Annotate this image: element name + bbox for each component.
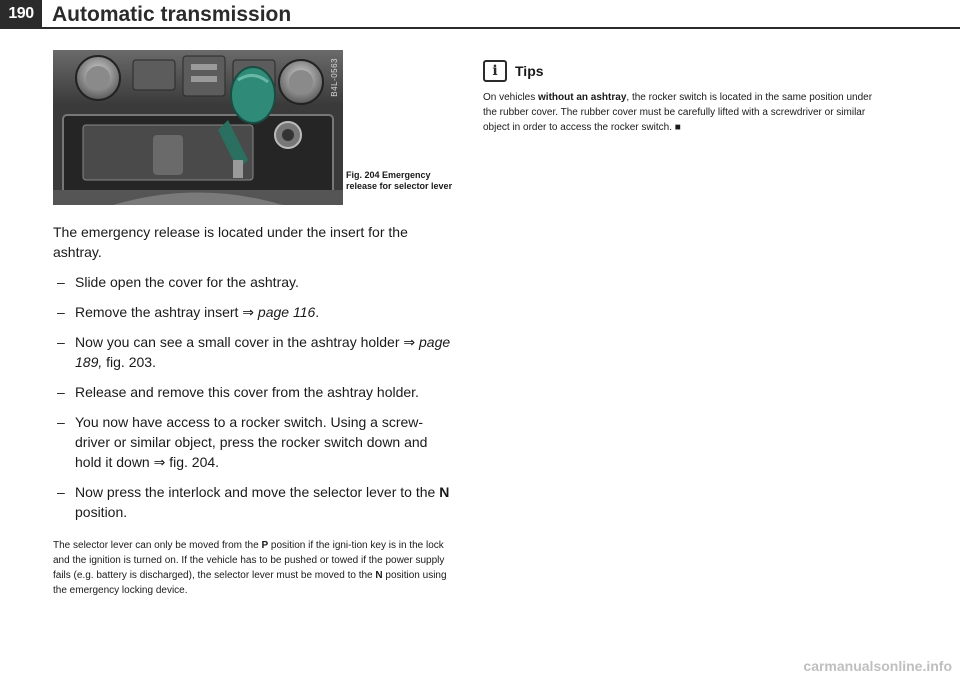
list-item <box>53 332 453 372</box>
dash-bullet: – <box>57 304 65 320</box>
tips-header <box>483 60 883 82</box>
step-text-end: fig. 203. <box>102 354 156 370</box>
list-item <box>53 382 453 402</box>
step-text: Now you can see a small cover in the ashtray holder <box>75 334 404 350</box>
step-text-end: . <box>315 304 320 320</box>
note-text: position if the igni-tion key is in the lock and the ignition is turned on. If the vehicle has to be pushed or towed if the power supply fails (e.g. battery is discharged), the selector lever must be moved to the <box>53 540 445 581</box>
dash-bullet: – <box>57 384 65 400</box>
step-text: Remove the ashtray insert <box>75 304 243 320</box>
step-text: Slide open the cover for the ashtray. <box>75 274 299 290</box>
dash-bullet: – <box>57 334 65 350</box>
intro-paragraph: The emergency release is located under the insert for the ashtray. <box>53 224 408 260</box>
tips-body <box>483 90 883 135</box>
figure-code: B4L-0563 <box>330 58 339 97</box>
list-item <box>53 412 453 472</box>
gear-position-p: P <box>261 540 269 551</box>
list-item <box>53 482 453 522</box>
dash-bullet: – <box>57 414 65 430</box>
info-icon: i <box>483 60 507 82</box>
step-text: You now have access to a rocker switch. Using a screw-driver or similar object, press the rocker switch down and hold it down ⇒ fig. 204. <box>75 414 428 470</box>
left-column <box>53 222 453 598</box>
header-rule <box>0 27 960 29</box>
figure-photo-illustration <box>53 50 343 205</box>
tips-text: On vehicles <box>483 92 539 103</box>
tips-title: Tips <box>515 63 544 79</box>
watermark: carmanualsonline.info <box>803 658 952 674</box>
tips-box <box>483 60 883 135</box>
dash-bullet: – <box>57 274 65 290</box>
chapter-title: Automatic transmission <box>52 3 292 26</box>
page-reference-link[interactable]: ⇒ page 116 <box>242 304 316 320</box>
gear-position-n: N <box>375 570 383 581</box>
page-number: 190 <box>0 0 42 28</box>
step-text: Release and remove this cover from the ashtray holder. <box>75 384 419 400</box>
tips-text: , the rocker switch is located in the same position under the rubber cover. The rubber cover must be carefully lifted with a screwdriver or similar object in order to access the rocker switch. ■ <box>483 92 873 133</box>
dash-bullet: – <box>57 484 65 500</box>
tips-emphasis: without an ashtray <box>538 92 627 103</box>
note-paragraph <box>53 538 453 598</box>
figure-emergency-release <box>53 50 343 205</box>
page-reference-link[interactable]: ⇒ page 189, <box>75 334 451 370</box>
list-item <box>53 272 453 292</box>
step-list <box>53 272 453 522</box>
step-text-end: position. <box>75 504 128 520</box>
figure-caption: Fig. 204 Emergency release for selector lever <box>346 170 453 191</box>
gear-position-n: N <box>439 484 450 500</box>
note-text: The selector lever can only be moved from the <box>53 540 262 551</box>
note-text: position using the emergency locking device. <box>53 570 447 596</box>
list-item <box>53 302 453 322</box>
step-text: Now press the interlock and move the selector lever to the <box>75 484 440 500</box>
